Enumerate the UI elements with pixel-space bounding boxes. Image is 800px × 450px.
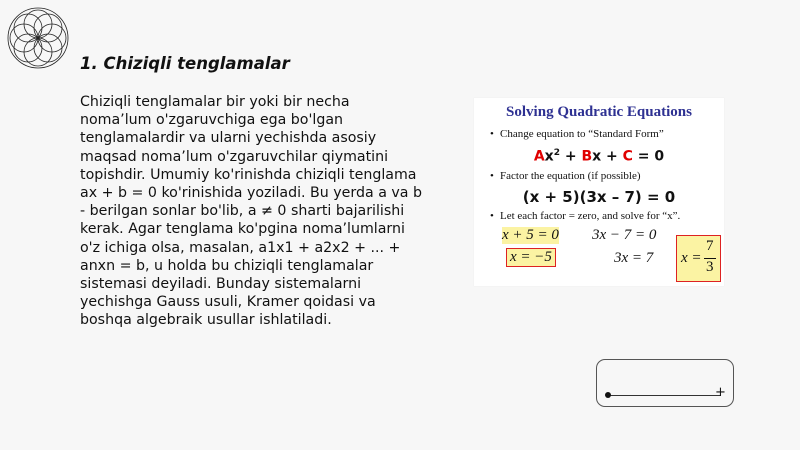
solution-x-minus-5: x = −5 (506, 248, 556, 267)
formula-equals-zero: = 0 (632, 148, 665, 165)
fraction-lhs: x = (681, 250, 702, 266)
equation-3x-equals-7: 3x = 7 (614, 250, 654, 266)
slider-end-mark: + (715, 385, 726, 400)
formula-bx: x + (592, 148, 623, 165)
formula-exponent: 2 (553, 148, 560, 158)
equation-x-plus-5: x + 5 = 0 (502, 227, 559, 243)
body-paragraph: Chiziqli tenglamalar bir yoki bir necha noma’lum o'zgaruvchiga ega bo'lgan tenglamalardir va ularni yechishda asosiy maqsad noma’lum o'zgaruvchilar qiymatini topishdir. Umumiy ko'rinishda chiziqli tenglama ax + b = 0 ko'rinishida yoziladi. Bu yerda a va b - berilgan sonlar bo'lib, a ≠ 0 sharti bajarilishi kerak. Agar tenglama ko'pgina noma’lumlarni o'z ichiga olsa, masalan, a1x1 + a2x2 + ... + anxn = b, u holda bu chiziqli tenglamalar sistemasi deyiladi. Bunday sistemalarni yechishga Gauss usuli, Kramer qoidasi va boshqa algebraik usullar ishlatiladi. (80, 94, 423, 329)
decorative-logo-icon (4, 4, 72, 72)
image-title: Solving Quadratic Equations (506, 104, 692, 120)
coef-a: A (533, 148, 545, 165)
coef-b: B (581, 148, 593, 165)
image-bullet-2: • Factor the equation (if possible) (490, 170, 641, 182)
slider-handle[interactable] (605, 392, 611, 398)
coef-c: C (622, 148, 633, 165)
media-slider-widget[interactable] (596, 359, 734, 407)
image-bullet-1-text: Change equation to “Standard Form” (500, 128, 664, 140)
factored-formula: (x + 5)(3x – 7) = 0 (522, 188, 676, 206)
standard-form-formula (474, 148, 724, 165)
fraction-numerator: 7 (706, 238, 714, 254)
slider-track[interactable] (607, 395, 721, 396)
fraction-denominator: 3 (706, 259, 714, 275)
page-title: 1. Chiziqli tenglamalar (80, 54, 290, 73)
solution-x-seven-thirds (676, 235, 721, 282)
equation-3x-minus-7: 3x − 7 = 0 (592, 227, 657, 243)
image-bullet-1: • Change equation to “Standard Form” (490, 128, 664, 140)
formula-x: x (544, 148, 554, 165)
formula-plus: + (559, 148, 582, 165)
image-bullet-2-text: Factor the equation (if possible) (500, 170, 641, 182)
image-bullet-3: • Let each factor = zero, and solve for “x”. (490, 210, 681, 222)
image-bullet-3-text: Let each factor = zero, and solve for “x”. (500, 210, 681, 222)
